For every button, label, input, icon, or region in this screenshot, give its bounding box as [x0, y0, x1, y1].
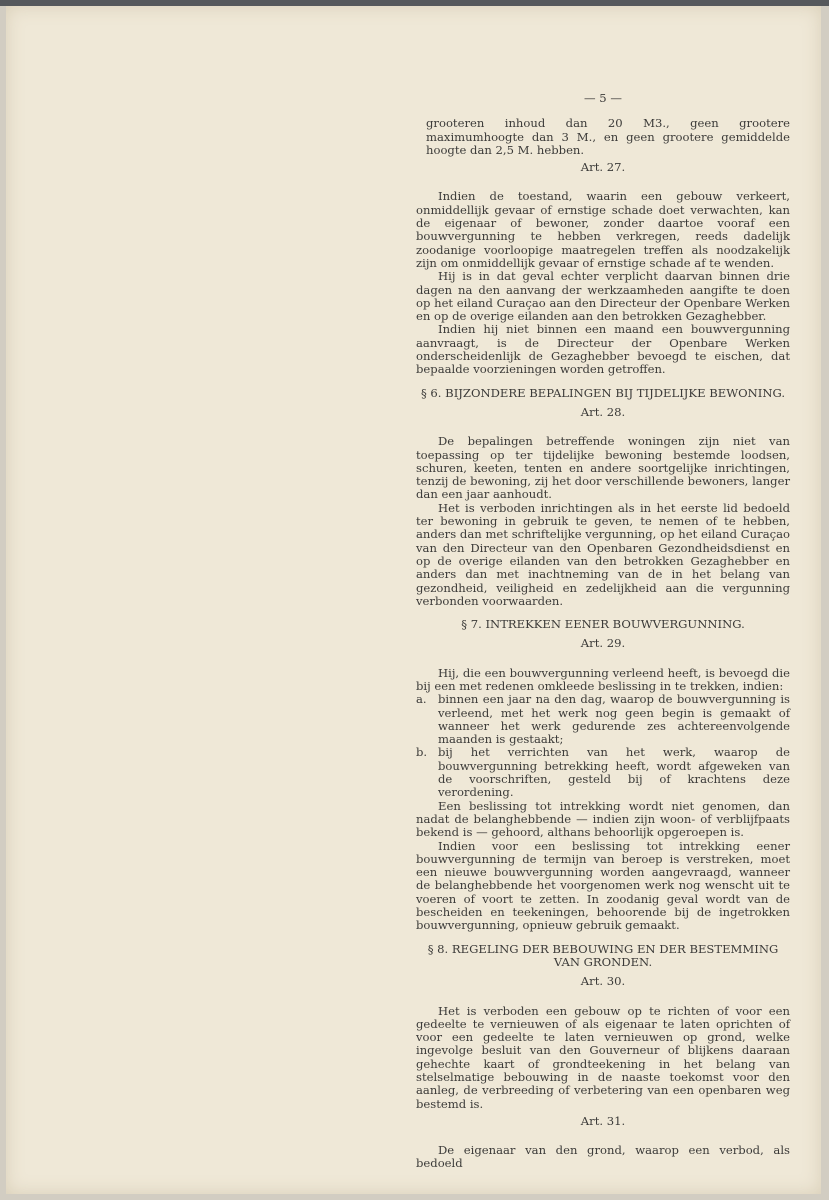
article-28-heading: Art. 28. — [580, 404, 626, 419]
article-30-paragraph: Het is verboden een gebouw op te richten of voor een gedeelte te vernieuwen of als eigenaar te laten oprichten of voor een gedeelte te laten vernieuwen op grond, welke ingevolge besluit van den Gouverneur of blijkens daaraan gehechte kaart of grondteekening in het belang van stelselmatige bebouwing in de naaste toekomst voor den aanleg, de verbreeding of verbetering van een openbaren weg bestemd is. — [416, 1003, 790, 1111]
section-6-heading: § 6. BIJZONDERE BEPALINGEN BIJ TIJDELIJKE BEWONING. — [420, 385, 786, 400]
section-7-heading: § 7. INTREKKEN EENER BOUWVERGUNNING. — [461, 617, 745, 632]
article-28-paragraph: Het is verboden inrichtingen als in het eerste lid bedoeld ter bewoning in gebruik te geven, te nemen of te hebben, anders dan met schriftelijke vergunning, op het eiland Curaçao van den Directeur van den Openbaren Gezondheidsdienst en op de overige eilanden van den betrokken Gezaghebber en anders dan met inachtneming van de in het belang van gezondheid, veiligheid en zedelijkheid aan die vergunning verbonden voorwaarden. — [416, 500, 790, 608]
article-31-heading: Art. 31. — [580, 1113, 626, 1128]
article-27-heading: Art. 27. — [580, 160, 626, 175]
article-29-paragraph: Indien voor een beslissing tot intrekking eener bouwvergunning de termijn van beroep is verstreken, moet een nieuwe bouwvergunning worden aangevraagd, wanneer de belanghebbende het voorgenomen werk nog wenscht uit te voeren of voort te zetten. In zoodanig geval wordt van de bescheiden en teekeningen, behoorende bij de ingetrokken bouwvergunning, opnieuw gebruik gemaakt. — [416, 838, 790, 933]
article-27-paragraph: Indien de toestand, waarin een gebouw verkeert, onmiddellijk gevaar of ernstige schade doet verwachten, kan de eigenaar of bewoner, zonder daartoe vooraf een bouwvergunning te hebben verkregen, reeds dadelijk zoodanige voorloopige maatregelen treffen als noodzakelijk zijn om onmiddellijk gevaar of ernstige schade af te wenden. — [416, 189, 790, 270]
page-number: — 5 — — [584, 91, 622, 105]
section-8-heading: § 8. REGELING DER BEBOUWING EN DER BESTEMMING VAN GRONDEN. — [427, 941, 779, 969]
article-27-paragraph: Hij is in dat geval echter verplicht daarvan binnen drie dagen na den aanvang der werkzaamheden aangifte te doen op het eiland Curaçao aan den Directeur der Openbare Werken en op de overige eilanden aan den betrokken Gezaghebber. — [416, 269, 790, 324]
item-label: a. — [416, 692, 427, 707]
article-27-paragraph: Indien hij niet binnen een maand een bouwvergunning aanvraagt, is de Directeur der Openbare Werken onderscheidenlijk de Gezaghebber bevoegd te eischen, dat bepaalde voorzieningen worden getroffen. — [416, 322, 790, 377]
article-30-heading: Art. 30. — [580, 974, 626, 989]
article-29-item — [416, 746, 790, 799]
continuation-text: grooteren inhoud dan 20 M3., geen grootere maximumhoogte dan 3 M., en geen grootere gemiddelde hoogte dan 2,5 M. hebben. — [426, 116, 790, 157]
item-label: b. — [416, 745, 428, 760]
item-text: bij het verrichten van het werk, waarop de bouwvergunning betrekking heeft, wordt afgeweken van de voorschriften, gesteld bij of krachtens deze verordening. — [438, 745, 790, 800]
item-text: binnen een jaar na den dag, waarop de bouwvergunning is verleend, met het werk nog geen begin is gemaakt of wanneer het werk gedurende zes achtereenvolgende maanden is gestaakt; — [438, 692, 790, 747]
article-28-paragraph: De bepalingen betreffende woningen zijn niet van toepassing op ter tijdelijke bewoning bestemde loodsen, schuren, keeten, tenten en andere soortgelijke inrichtingen, tenzij de bewoning, zij het door verschillende bewoners, langer dan een jaar aanhoudt. — [416, 434, 790, 502]
article-29-paragraph: Een beslissing tot intrekking wordt niet genomen, dan nadat de belanghebbende — indien zijn woon- of verblijfpaats bekend is — gehoord, althans behoorlijk opgeroepen is. — [416, 798, 790, 840]
article-31-paragraph: De eigenaar van den grond, waarop een verbod, als bedoeld — [416, 1143, 790, 1171]
article-29-intro: Hij, die een bouwvergunning verleend heeft, is bevoegd die bij een met redenen omkleede beslissing in te trekken, indien: — [416, 665, 790, 693]
article-29-heading: Art. 29. — [580, 636, 626, 651]
article-29-item — [416, 693, 790, 746]
page-text — [416, 92, 790, 1171]
